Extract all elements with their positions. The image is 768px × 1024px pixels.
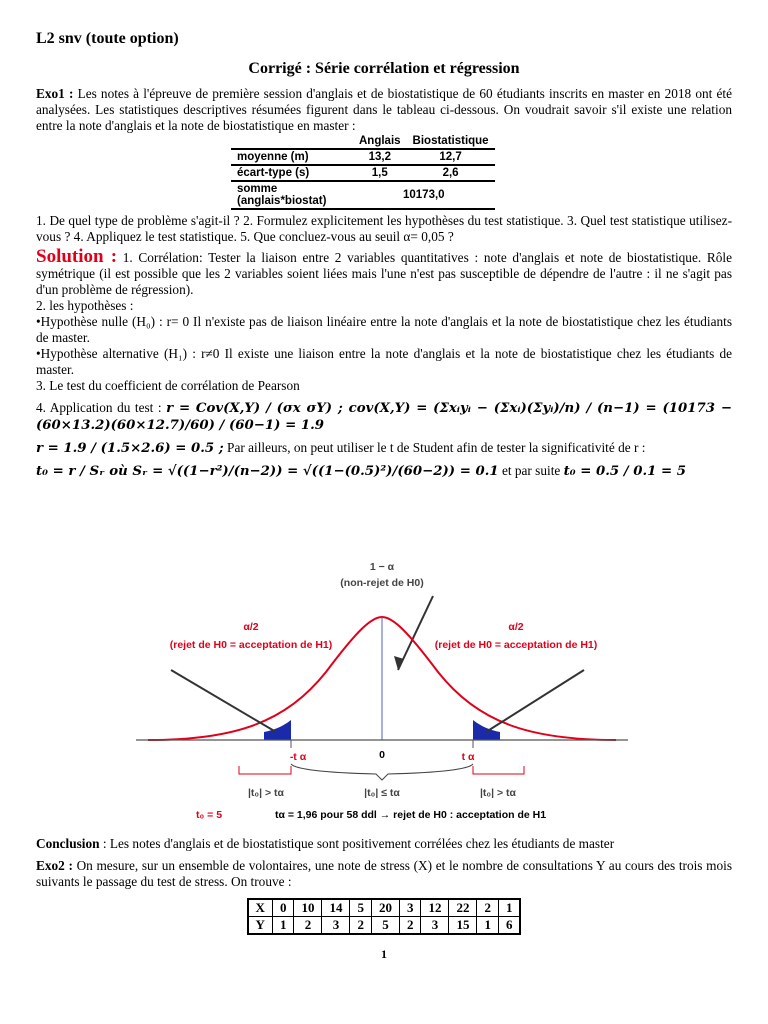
bracket-left <box>239 766 291 774</box>
stats-cell: 13,2 <box>353 149 407 165</box>
stats-cell: écart-type (s) <box>231 165 353 181</box>
exo1-questions: 1. De quel type de problème s'agit-il ? 2. Formulez explicitement les hypothèses du test statistique. 3. Quel test statistique utilisez-vous ? 4. Appliquez le test statistique. 5. Que concluez-vous au seuil α= 0,05 ? <box>36 213 732 244</box>
conclusion <box>36 836 732 852</box>
exo2-cell: 6 <box>498 917 520 935</box>
conclusion-label: Conclusion <box>36 836 100 851</box>
solution-text-1: 1. Corrélation: Tester la liaison entre 2 variables quantitatives : note d'anglais et note de biostatistique. Rôle symétrique (il est possible que les 2 variables soient liées mais l'une n'est pas susceptible de dépendre de l'autre : il ne s'agit pas d'un problème de régression). <box>36 250 732 297</box>
exo1-text: Les notes à l'épreuve de première session d'anglais et de biostatistique de 60 étudiants inscrits en master en 2018 ont été analysées. Les statistiques descriptives résumées figurent dans le tableau ci-dessous. On voudrait savoir s'il existe une relation entre la note d'anglais et la note de biostatistique en master : <box>36 86 732 133</box>
exo2-data-table <box>247 898 522 935</box>
stats-cell: 1,5 <box>353 165 407 181</box>
conclusion-text: : Les notes d'anglais et de biostatistique sont positivement corrélées chez les étudiants de master <box>99 836 615 851</box>
exo1-label: Exo1 : <box>36 86 74 101</box>
pointer-arrow-head <box>394 656 404 670</box>
stats-cell: moyenne (m) <box>231 149 353 165</box>
equation-and-then: et par suite <box>501 463 561 478</box>
equation-t0: t₀ = 0.5 / 0.1 = 5 <box>563 464 687 479</box>
reject-right-label: (rejet de H0 = acceptation de H1) <box>434 639 598 651</box>
exo2-cell: Y <box>248 917 273 935</box>
exo2-cell: 20 <box>371 899 399 917</box>
lower-section <box>36 836 732 962</box>
distribution-svg <box>36 552 732 807</box>
left-rejection-area <box>264 720 291 740</box>
stats-table <box>231 134 495 210</box>
tick-zero-label: 0 <box>379 749 385 761</box>
exo2-cell: X <box>248 899 273 917</box>
equation-r-line <box>36 440 732 457</box>
bracket-right <box>473 766 524 774</box>
stats-header-empty <box>231 134 353 149</box>
bracket-mid <box>291 764 473 780</box>
region-right-label: |t₀| > tα <box>479 787 517 799</box>
exo2-cell: 5 <box>350 899 372 917</box>
course-header: L2 snv (toute option) <box>36 30 179 47</box>
figure-footer <box>196 809 732 821</box>
equation-sr: t₀ = r / Sᵣ où Sᵣ = √((1−r²)/(n−2)) = √((1−(0.5)²)/(60−2)) = 0.1 <box>36 464 499 479</box>
exo2-cell: 1 <box>477 917 499 935</box>
alpha-left-label: α/2 <box>243 621 259 633</box>
stats-header-biostat: Biostatistique <box>407 134 495 149</box>
exo2-cell: 0 <box>272 899 294 917</box>
exo2-statement <box>36 858 732 890</box>
exo2-cell: 12 <box>421 899 449 917</box>
exo2-cell: 15 <box>449 917 477 935</box>
alpha-right-label: α/2 <box>508 621 524 633</box>
stats-header-anglais: Anglais <box>353 134 407 149</box>
exo2-cell: 2 <box>477 899 499 917</box>
normal-distribution-figure <box>36 552 732 821</box>
region-left-label: |t₀| > tα <box>247 787 285 799</box>
exo2-text: On mesure, sur un ensemble de volontaires, une note de stress (X) et le nombre de consultations Y au cours des trois mois suivants le passage du test de stress. On trouve : <box>36 858 732 889</box>
exo2-cell: 3 <box>399 899 421 917</box>
student-remark: Par ailleurs, on peut utiliser le t de Student afin de tester la significativité de r : <box>227 440 646 455</box>
hypothesis-null: •Hypothèse nulle (H₀) : r= 0 Il n'existe pas de liaison linéaire entre la note d'anglais et la note de biostatistique chez les étudiants de master. <box>36 314 732 345</box>
exo1-statement <box>36 86 732 134</box>
equation-r: r = 1.9 / (1.5×2.6) = 0.5 ; <box>36 441 224 456</box>
region-mid-label: |t₀| ≤ tα <box>364 787 400 799</box>
label-non-rejection: (non-rejet de H0) <box>340 577 424 589</box>
exo2-cell: 5 <box>371 917 399 935</box>
right-rejection-area <box>473 720 500 740</box>
solution-step-4 <box>36 400 732 434</box>
application-label: 4. Application du test : <box>36 400 162 415</box>
exo2-cell: 3 <box>322 917 350 935</box>
exo2-cell: 22 <box>449 899 477 917</box>
equation-covariance: r = Cov(X,Y) / (σx σY) ; cov(X,Y) = (Σxᵢyᵢ − (Σxᵢ)(Σyᵢ)/n) / (n−1) = (10173 − (60×13.2)(60×12.7)/60) / (60−1) = 1.9 <box>36 401 732 433</box>
tick-pos-label: t α <box>461 751 475 763</box>
hypothesis-alt: •Hypothèse alternative (H₁) : r≠0 Il existe une liaison entre la note d'anglais et la note de biostatistique chez les étudiants de master. <box>36 346 732 377</box>
solution-step-2: 2. les hypothèses : <box>36 298 134 313</box>
exo2-cell: 2 <box>294 917 322 935</box>
stats-cell: 12,7 <box>407 149 495 165</box>
right-alpha-arrow <box>486 670 584 732</box>
solution-step-3: 3. Le test du coefficient de corrélation de Pearson <box>36 378 300 393</box>
equation-t-line <box>36 463 732 480</box>
exo2-cell: 3 <box>421 917 449 935</box>
exo2-row-y <box>248 917 521 935</box>
document-title: Corrigé : Série corrélation et régression <box>248 60 520 77</box>
page-number: 1 <box>381 947 387 961</box>
t0-value: t₀ = 5 <box>196 809 223 821</box>
exo2-cell: 2 <box>350 917 372 935</box>
stats-cell: 2,6 <box>407 165 495 181</box>
solution-label: Solution : <box>36 246 118 267</box>
exo2-cell: 14 <box>322 899 350 917</box>
exo2-cell: 1 <box>498 899 520 917</box>
solution-step-1 <box>36 246 732 298</box>
stats-cell: 10173,0 <box>353 181 495 209</box>
label-one-minus-alpha: 1 − α <box>369 561 395 573</box>
exo2-row-x <box>248 899 521 917</box>
document-page <box>36 30 732 480</box>
talpha-value: tα = 1,96 pour 58 ddl → rejet de H0 : acceptation de H1 <box>274 809 547 821</box>
exo2-cell: 1 <box>272 917 294 935</box>
left-alpha-arrow <box>171 670 276 732</box>
reject-left-label: (rejet de H0 = acceptation de H1) <box>169 639 333 651</box>
exo2-cell: 2 <box>399 917 421 935</box>
exo2-cell: 10 <box>294 899 322 917</box>
tick-neg-label: -t α <box>289 751 307 763</box>
exo2-label: Exo2 : <box>36 858 73 873</box>
stats-cell: somme (anglais*biostat) <box>231 181 353 209</box>
